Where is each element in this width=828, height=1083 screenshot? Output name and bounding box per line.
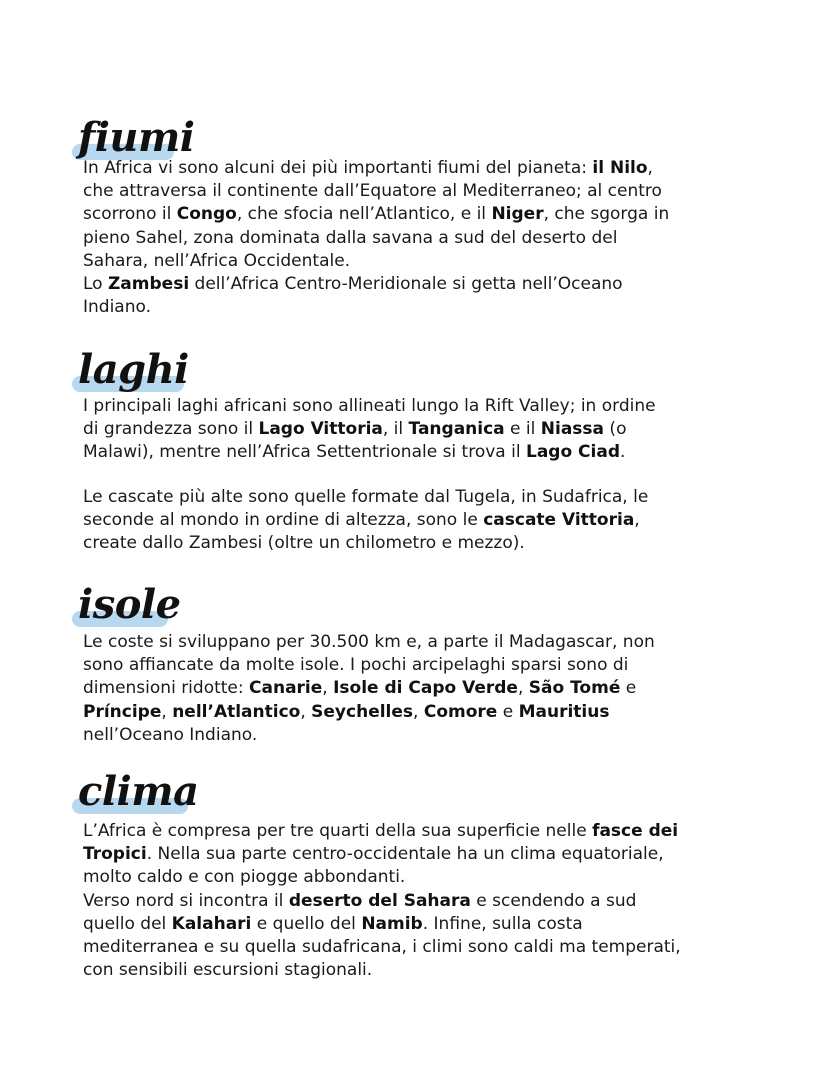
- paragraph: [83, 486, 758, 556]
- text-line: pieno Sahel, zona dominata dalla savana a sud del deserto del: [83, 227, 618, 248]
- bold-term: Seychelles: [311, 701, 414, 722]
- bold-term: Isole di Capo Verde: [333, 678, 518, 699]
- text-line: Le coste si sviluppano per 30.500 km e, a parte il Madagascar, non: [83, 632, 655, 652]
- text-line: dimensioni ridotte: Canarie, Isole di Capo Verde, São Tomé e: [83, 678, 637, 699]
- text-line: Príncipe, nell’Atlantico, Seychelles, Comore e Mauritius: [83, 701, 610, 722]
- bold-term: Lago Ciad: [525, 442, 620, 463]
- bold-term: Príncipe: [83, 701, 162, 722]
- bold-term: Comore: [423, 701, 498, 722]
- section-heading: clima: [78, 768, 199, 815]
- section-heading: isole: [78, 581, 181, 628]
- text-line: con sensibili escursioni stagionali.: [83, 960, 373, 981]
- bold-term: cascate Vittoria: [483, 510, 635, 531]
- bold-term: Niger: [491, 204, 544, 225]
- text-line: scorrono il Congo, che sfocia nell’Atlantico, e il Niger, che sgorga in: [83, 204, 670, 225]
- text-line: I principali laghi africani sono allineati lungo la Rift Valley; in ordine: [83, 396, 656, 416]
- paragraph: [83, 395, 758, 465]
- text-line: Sahara, nell’Africa Occidentale.: [83, 250, 351, 271]
- text-line: che attraversa il continente dall’Equatore al Mediterraneo; al centro: [83, 181, 662, 202]
- section-heading: laghi: [78, 346, 189, 393]
- section-heading: fiumi: [78, 114, 195, 161]
- text-line: seconde al mondo in ordine di altezza, sono le cascate Vittoria,: [83, 510, 640, 531]
- text-line: mediterranea e su quella sudafricana, i climi sono caldi ma temperati,: [83, 937, 681, 958]
- text-line: sono affiancate da molte isole. I pochi arcipelaghi sparsi sono di: [83, 655, 629, 676]
- bold-term: Namib: [361, 913, 423, 934]
- text-line: Le cascate più alte sono quelle formate dal Tugela, in Sudafrica, le: [83, 487, 649, 507]
- bold-term: Zambesi: [107, 274, 190, 295]
- paragraph: [83, 820, 758, 982]
- bold-term: deserto del Sahara: [288, 890, 471, 911]
- bold-term: Mauritius: [518, 701, 610, 722]
- text-line: Verso nord si incontra il deserto del Sahara e scendendo a sud: [83, 890, 637, 911]
- paragraph: [83, 157, 758, 319]
- bold-term: Niassa: [540, 419, 605, 440]
- bold-term: fasce dei: [592, 821, 679, 841]
- text-line: Malawi), mentre nell’Africa Settentrionale si trova il Lago Ciad.: [83, 442, 626, 463]
- bold-term: Tanganica: [408, 419, 505, 440]
- bold-term: Congo: [176, 204, 237, 225]
- text-line: di grandezza sono il Lago Vittoria, il Tanganica e il Niassa (o: [83, 419, 627, 440]
- bold-term: Kalahari: [171, 913, 252, 934]
- text-line: Tropici. Nella sua parte centro-occidentale ha un clima equatoriale,: [83, 844, 664, 865]
- text-line: quello del Kalahari e quello del Namib. Infine, sulla costa: [83, 913, 583, 934]
- section-title-isole: [72, 579, 181, 635]
- section-title-clima: [72, 766, 199, 822]
- bold-term: il Nilo: [592, 158, 648, 178]
- bold-term: Tropici: [83, 844, 147, 865]
- text-line: In Africa vi sono alcuni dei più importanti fiumi del pianeta: il Nilo,: [83, 158, 653, 178]
- text-line: create dallo Zambesi (oltre un chilometro e mezzo).: [83, 533, 525, 554]
- text-line: L’Africa è compresa per tre quarti della sua superficie nelle fasce dei: [83, 821, 679, 841]
- bold-term: Lago Vittoria: [258, 419, 383, 440]
- section-title-laghi: [72, 344, 189, 400]
- paragraph: [83, 631, 758, 747]
- text-line: Indiano.: [83, 297, 151, 318]
- bold-term: Canarie: [249, 678, 323, 699]
- text-line: Lo Zambesi dell’Africa Centro-Meridionale si getta nell’Oceano: [83, 274, 623, 295]
- bold-term: São Tomé: [528, 678, 621, 699]
- bold-term: nell’Atlantico: [172, 701, 301, 722]
- text-line: molto caldo e con piogge abbondanti.: [83, 867, 406, 888]
- text-line: nell’Oceano Indiano.: [83, 724, 258, 745]
